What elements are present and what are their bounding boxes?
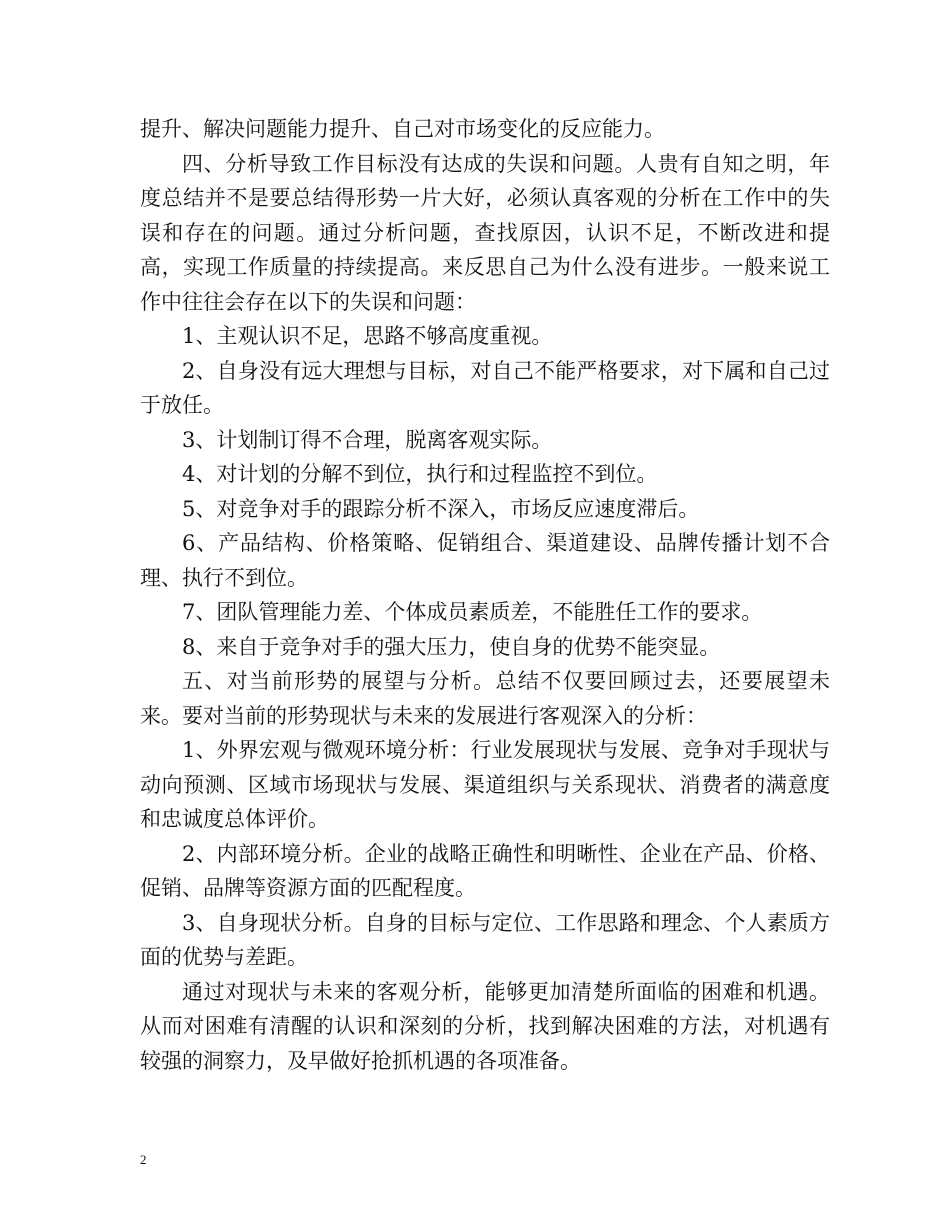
list-item-analysis-1: 1、外界宏观与微观环境分析：行业发展现状与发展、竞争对手现状与动向预测、区域市场现状与发展、渠道组织与关系现状、消费者的满意度和忠诚度总体评价。 [140, 738, 830, 831]
list-item-problem-3: 3、计划制订得不合理，脱离客观实际。 [182, 427, 553, 452]
page-number: 2 [140, 1152, 147, 1167]
list-item-analysis-2: 2、内部环境分析。企业的战略正确性和明晰性、企业在产品、价格、促销、品牌等资源方面的匹配程度。 [140, 841, 830, 900]
document-body [140, 112, 830, 1078]
list-item-problem-5: 5、对竞争对手的跟踪分析不深入，市场反应速度滞后。 [182, 496, 700, 521]
list-item-analysis-3: 3、自身现状分析。自身的目标与定位、工作思路和理念、个人素质方面的优势与差距。 [140, 910, 830, 969]
paragraph-section-four: 四、分析导致工作目标没有达成的失误和问题。人贵有自知之明，年度总结并不是要总结得形势一片大好，必须认真客观的分析在工作中的失误和存在的问题。通过分析问题，查找原因，认识不足，不断改进和提高，实现工作质量的持续提高。来反思自己为什么没有进步。一般来说工作中往往会存在以下的失误和问题： [140, 151, 830, 314]
paragraph-conclusion: 通过对现状与未来的客观分析，能够更加清楚所面临的困难和机遇。从而对困难有清醒的认识和深刻的分析，找到解决困难的方法，对机遇有较强的洞察力，及早做好抢抓机遇的各项准备。 [140, 979, 830, 1073]
list-item-problem-8: 8、来自于竞争对手的强大压力，使自身的优势不能突显。 [182, 634, 721, 659]
list-item-problem-6: 6、产品结构、价格策略、促销组合、渠道建设、品牌传播计划不合理、执行不到位。 [140, 531, 830, 590]
list-item-problem-2: 2、自身没有远大理想与目标，对自己不能严格要求，对下属和自己过于放任。 [140, 358, 830, 417]
paragraph-continuation: 提升、解决问题能力提升、自己对市场变化的反应能力。 [140, 117, 665, 141]
list-item-problem-4: 4、对计划的分解不到位，执行和过程监控不到位。 [182, 462, 658, 486]
paragraph-section-five: 五、对当前形势的展望与分析。总结不仅要回顾过去，还要展望未来。要对当前的形势现状与未来的发展进行客观深入的分析： [140, 669, 830, 728]
list-item-problem-7: 7、团队管理能力差、个体成员素质差，不能胜任工作的要求。 [182, 600, 763, 624]
list-item-problem-1: 1、主观认识不足，思路不够高度重视。 [182, 324, 553, 348]
